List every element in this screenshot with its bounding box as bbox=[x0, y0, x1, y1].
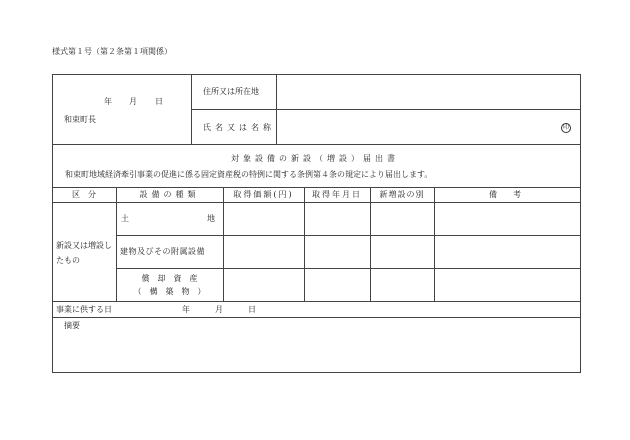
remarks-input[interactable] bbox=[435, 269, 580, 301]
row-group-label-cont: たもの bbox=[56, 256, 80, 265]
name-input[interactable] bbox=[277, 110, 557, 144]
row-group-label: 新設又は増設し bbox=[56, 241, 112, 250]
cost-input[interactable] bbox=[224, 269, 304, 301]
address-input[interactable] bbox=[277, 75, 580, 109]
form-title: 対象設備の新設（増設）届出書 bbox=[231, 154, 399, 163]
remarks-input[interactable] bbox=[435, 203, 580, 235]
date-input[interactable] bbox=[305, 203, 370, 235]
address-label: 住所又は所在地 bbox=[203, 87, 259, 96]
new-or-expansion-input[interactable] bbox=[371, 269, 434, 301]
month-label: 月 bbox=[129, 97, 137, 106]
intro-text: 和束町地域経済牽引事業の促進に係る固定資産税の特例に関する条例第４条の規定により届出します。 bbox=[65, 170, 433, 179]
new-or-expansion-input[interactable] bbox=[371, 203, 434, 235]
summary-label: 摘要 bbox=[64, 321, 80, 330]
remarks-input[interactable] bbox=[435, 236, 580, 268]
date-input[interactable] bbox=[305, 236, 370, 268]
date-input[interactable] bbox=[305, 269, 370, 301]
business-day-label: 日 bbox=[248, 305, 256, 314]
equipment-type-depreciable-assets: 償 却 資 産 bbox=[141, 274, 198, 283]
business-month-label: 月 bbox=[215, 305, 223, 314]
cost-input[interactable] bbox=[224, 203, 304, 235]
seal-mark: 印 bbox=[562, 124, 569, 131]
equipment-type-land-right: 地 bbox=[207, 214, 215, 223]
col-header-new-or-expansion: 新増設の別 bbox=[379, 190, 425, 199]
col-header-acquisition-date: 取得年月日 bbox=[312, 190, 362, 199]
business-year-label: 年 bbox=[182, 305, 190, 314]
form-label: 様式第１号（第２条第１項関係） bbox=[52, 47, 172, 56]
col-header-remarks: 備 考 bbox=[489, 190, 525, 199]
equipment-type-building: 建物及びその附属設備 bbox=[120, 247, 205, 256]
year-label: 年 bbox=[104, 97, 112, 106]
day-label: 日 bbox=[155, 97, 163, 106]
col-header-acquisition-cost: 取得価額(円) bbox=[233, 190, 294, 199]
equipment-type-land-left: 土 bbox=[121, 214, 129, 223]
summary-input[interactable] bbox=[53, 318, 580, 372]
addressee: 和束町長 bbox=[64, 115, 96, 124]
equipment-type-structures: （ 構 築 物 ） bbox=[133, 287, 206, 296]
business-date-label: 事業に供する日 bbox=[56, 305, 112, 314]
new-or-expansion-input[interactable] bbox=[371, 236, 434, 268]
cost-input[interactable] bbox=[224, 236, 304, 268]
col-header-category: 区 分 bbox=[72, 190, 96, 199]
col-header-equipment-type: 設備の種類 bbox=[139, 190, 200, 199]
name-label: 氏名又は名称 bbox=[203, 123, 275, 132]
